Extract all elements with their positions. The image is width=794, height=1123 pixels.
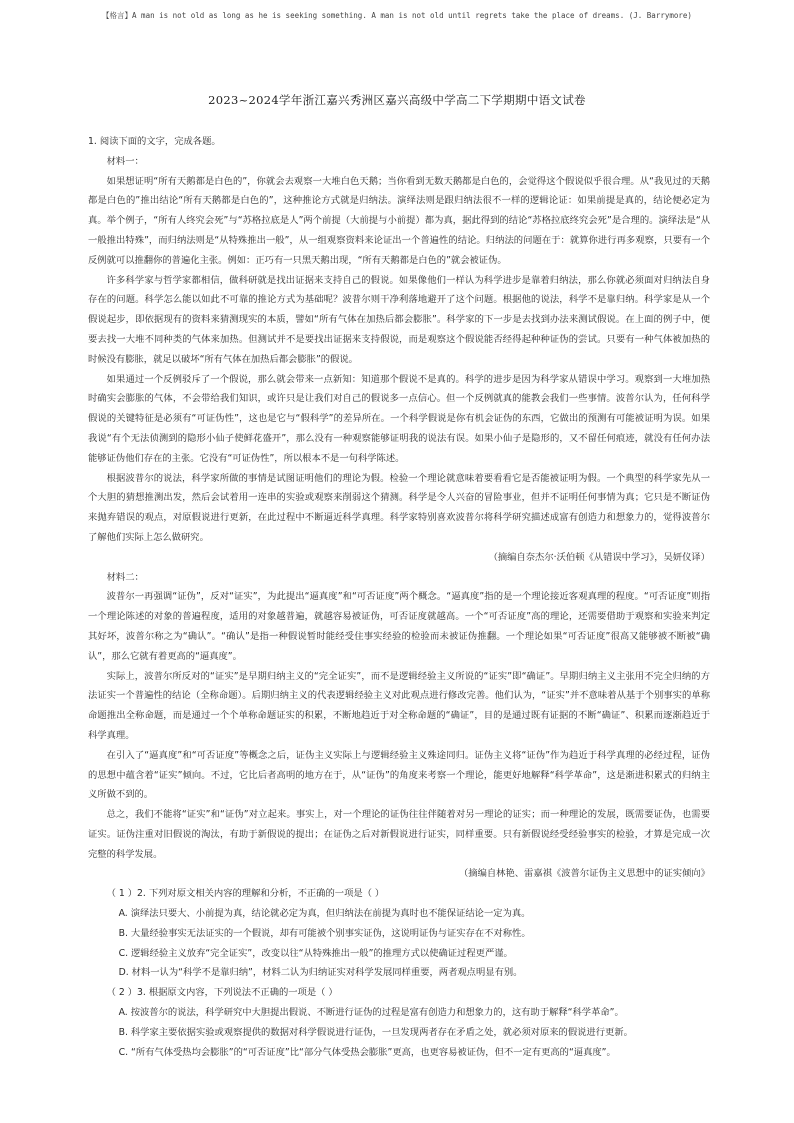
answer-option: A. 演绎法只要大、小前提为真，结论就必定为真，但归纳法在前提为真时也不能保证结论一定为真。 xyxy=(118,908,531,920)
paragraph: 波普尔一再强调“证伪”，反对“证实”，为此提出“逼真度”和“可否证度”两个概念。“逼真度”指的是一个理论接近客观真理的程度。“可否证度”则指一个理论陈述的对象的普遍程度，适用的对象越普遍，就越容易被证伪，可否证度就越高。一个“可否证度”高的理论，还需要借助于观察和实验来判定其好坏，波普尔称之为“确认”。“确认”是指一种假说暂时能经受住事实经验的检验而未被证伪推翻。一个理论如果“可否证度”很高又能够被不断被“确认”，那么它就有着更高的“逼真度”。 xyxy=(88,591,710,662)
paragraph: 许多科学家与哲学家都相信，做科研就是找出证据来支持自己的假说。如果像他们一样认为科学进步是靠着归纳法，那么你就必须面对归纳法自身存在的问题。科学怎么能以如此不可靠的推论方式为基础呢？波普尔则干净利落地避开了这个问题。根据他的说法，科学不是靠归纳。科学家是从一个假说起步，即依据现有的资料来猜测现实的本质，譬如“所有气体在加热后都会膨胀”。科学家的下一步是去找到办法来测试假说。在上面的例子中，便要去找一大堆不同种类的气体来加热。但测试并不是要找出证据来支持假说，而是观察这个假说能否经得起种种证伪的尝试。只要有一种气体被加热的时候没有膨胀，就足以破坏“所有气体在加热后都会膨胀”的假说。 xyxy=(88,274,710,365)
answer-option: A. 按波普尔的说法，科学研究中大胆提出假说、不断进行证伪的过程是富有创造力和想象力的，这有助于解释“科学革命”。 xyxy=(118,1007,624,1019)
header-motto: 【格言】A man is not old as long as he is seeking something. A man is not old until regrets take the place of dreams. (J. Barrymore) xyxy=(102,11,692,20)
material-2-label: 材料二： xyxy=(106,571,144,583)
paragraph: 总之，我们不能将“证实”和“证伪”对立起来。事实上，对一个理论的证伪往往伴随着对另一理论的证实；而一种理论的发展，既需要证伪，也需要证实。证伪注重对旧假说的淘汰，有助于新假说的提出；在证伪之后对新假说进行证实，同样重要。只有新假说经受经验事实的检验，才算是完成一次完整的科学发展。 xyxy=(88,809,710,860)
answer-option: C. “所有气体受热均会膨胀”的“可否证度”比“部分气体受热会膨胀”更高，也更容易被证伪，但不一定有更高的“逼真度”。 xyxy=(118,1046,616,1058)
material-2-source: （摘编自林艳、雷嘉祺《波普尔证伪主义思想中的证实倾向》 xyxy=(458,868,710,880)
answer-option: D. 材料一认为“科学不是靠归纳”，材料二认为归纳证实对科学发展同样重要，两者观点明显有别。 xyxy=(118,967,523,979)
document-body xyxy=(88,132,710,1062)
paragraph: 实际上，波普尔所反对的“证实”是早期归纳主义的“完全证实”，而不是逻辑经验主义所说的“证实”即“确证”。早期归纳主义主张用不完全归纳的方法证实一个普遍性的结论（全称命题）。后期归纳主义的代表逻辑经验主义对此观点进行修改完善。他们认为，“证实”并不意味着从基于个别事实的单称命题推出全称命题，而是通过一个个单称命题证实的积累，不断地趋近于对全称命题的“确证”，目的是通过既有证据的不断“确证”、积累而逐渐趋近于科学真理。 xyxy=(88,670,710,741)
material-1-source: （摘编自奈杰尔·沃伯顿《从错误中学习》，吴妍仪译） xyxy=(488,551,710,563)
page-title: 2023~2024学年浙江嘉兴秀洲区嘉兴高级中学高二下学期期中语文试卷 xyxy=(208,93,586,107)
answer-option: B. 科学家主要依据实验或观察提供的数据对科学假说进行证伪，一旦发现两者存在矛盾之处，就必须对原来的假说进行更新。 xyxy=(118,1026,633,1038)
material-1-label: 材料一： xyxy=(106,155,144,167)
paragraph: 在引入了“逼真度”和“可否证度”等概念之后，证伪主义实际上与逻辑经验主义殊途同归。证伪主义将“证伪”作为趋近于科学真理的必经过程，证伪的思想中蕴含着“证实”倾向。不过，它比后者高明的地方在于，从“证伪”的角度来考察一个理论，能更好地解释“科学革命”，这是渐进积累式的归纳主义所做不到的。 xyxy=(88,749,710,801)
paragraph: 如果想证明“所有天鹅都是白色的”，你就会去观察一大堆白色天鹅；当你看到无数天鹅都是白色的，会觉得这个假说似乎很合理。从“我见过的天鹅都是白色的”推出结论“所有天鹅都是白色的”，这种推论方式就是归纳法。演绎法则是跟归纳法很不一样的逻辑论证：如果前提是真的，结论便必定为真。举个例子，“所有人终究会死”与“苏格拉底是人”两个前提（大前提与小前提）都为真，据此得到的结论“苏格拉底终究会死”是合理的。演绎法是“从一般推出特殊”，而归纳法则是“从特殊推出一般”，从一组观察资料来论证出一个普遍性的结论。归纳法的问题在于：就算你进行再多观察，只要有一个反例就可以推翻你的普遍化主张。例如：正巧有一只黑天鹅出现，“所有天鹅都是白色的”就会被证伪。 xyxy=(88,175,710,266)
paragraph: 如果通过一个反例驳斥了一个假说，那么就会带来一点新知：知道那个假说不是真的。科学的进步是因为科学家从错误中学习。观察到一大堆加热时确实会膨胀的气体，不会带给我们知识，或许只是让我们对自己的假说多一点信心。但一个反例就真的能教会我们一些事情。波普尔认为，任何科学假说的关键特征是必须有“可证伪性”，这也是它与“假科学”的差异所在。一个科学假说是你有机会证伪的东西，它做出的预测有可能被证明为误。如果我说“有个无法侦测到的隐形小仙子使鲜花盛开”，那么没有一种观察能够证明我的说法有误。如果小仙子是隐形的，又不留任何痕迹，就没有任何办法能够证伪他们存在的主张。它没有“可证伪性”，所以根本不是一句科学陈述。 xyxy=(88,373,710,464)
paragraph: 根据波普尔的说法，科学家所做的事情是试图证明他们的理论为假。检验一个理论就意味着要看看它是否能被证明为假。一个典型的科学家先从一个大胆的猜想推测出发，然后会试着用一连串的实验或观察来削弱这个猜测。科学是令人兴奋的冒险事业，但并不证明任何事情为真；它只是不断证伪来抛弃错误的观点，对原假说进行更新，在此过程中不断逼近科学真理。科学家特别喜欢波普尔将科学研究描述成富有创造力和想象力的，觉得波普尔了解他们实际上怎么做研究。 xyxy=(88,472,710,543)
question-stem: （ 2 ）3. 根据原文内容，下列说法不正确的一项是（ ） xyxy=(106,987,338,999)
question-intro: 1. 阅读下面的文字，完成各题。 xyxy=(88,136,221,147)
answer-option: B. 大量经验事实无法证实的一个假说，却有可能被个别事实证伪，这说明证伪与证实存在不对称性。 xyxy=(118,927,531,939)
question-stem: （ 1 ）2. 下列对原文相关内容的理解和分析，不正确的一项是（ ） xyxy=(106,888,385,900)
answer-option: C. 逻辑经验主义放弃“完全证实”，改变以往“从特殊推出一般”的推理方式以使确证过程更严谨。 xyxy=(118,947,513,959)
